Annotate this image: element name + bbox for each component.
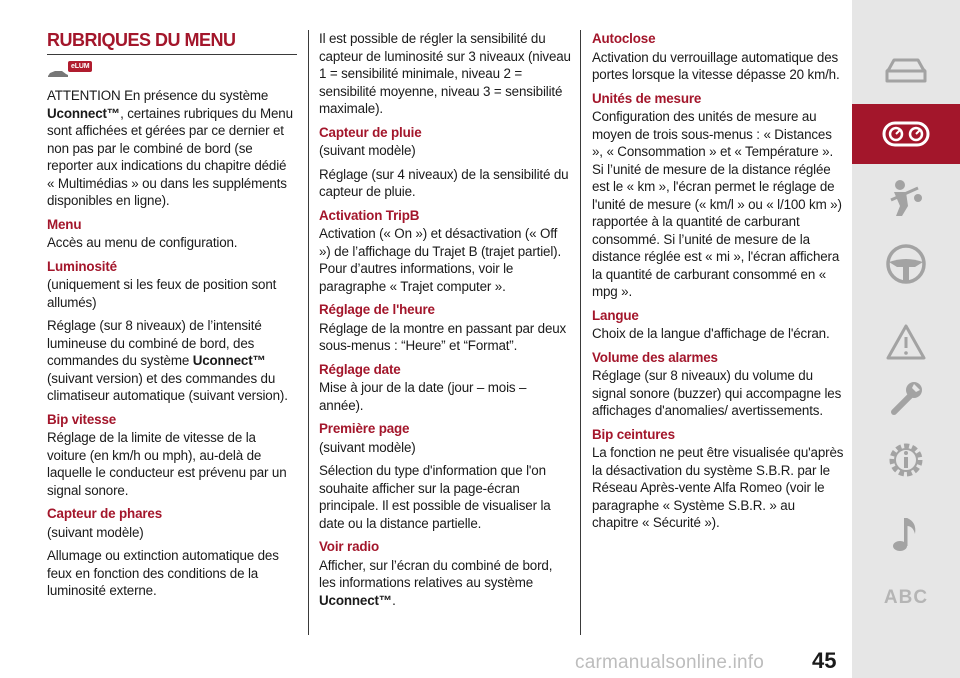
- capteur-phares-heading: Capteur de phares: [47, 506, 163, 521]
- menu-text: Accès au menu de configuration.: [47, 235, 238, 250]
- date-text: Mise à jour de la date (jour – mois – année).: [319, 380, 527, 413]
- abc-label: ABC: [883, 587, 929, 608]
- sidebar-item-multimedia[interactable]: [852, 504, 960, 564]
- volume-heading: Volume des alarmes: [592, 349, 718, 365]
- tripb-heading: Activation TripB: [319, 207, 420, 223]
- heure-heading: Réglage de l'heure: [319, 302, 435, 317]
- dashboard-icon: [882, 119, 930, 149]
- wrench-icon: [886, 378, 926, 418]
- bip-ceintures-heading: Bip ceintures: [592, 426, 675, 442]
- premiere-page-note: (suivant modèle): [319, 439, 416, 455]
- capteur-phares-note: (suivant modèle): [47, 524, 144, 540]
- premiere-page-heading: Première page: [319, 421, 410, 436]
- heure-text: Réglage de la montre en passant par deux sous-menus : “Heure” et “Format”.: [319, 320, 567, 353]
- bip-ceintures-text: La fonction ne peut être visualisée qu'après la désactivation du système S.B.R. par le Réseau Après-vente Alfa Romeo (voir le paragraphe « Système S.B.R. » au chapitre « Sécurité »).: [592, 445, 844, 530]
- music-note-icon: [891, 514, 921, 554]
- premiere-page-text: Sélection du type d'information que l'on souhaite afficher sur la page-écran principale. Il est possible de visualiser la date ou la distance partielle.: [319, 463, 551, 531]
- car-silhouette-icon: [47, 69, 69, 78]
- column-3: [592, 30, 844, 538]
- volume-text: Réglage (sur 8 niveaux) du volume du signal sonore (buzzer) qui accompagne les affichages d'anomalies/ avertissements.: [592, 368, 842, 418]
- voir-radio-text: Afficher, sur l’écran du combiné de bord, les informations relatives au système Uconnect™.: [319, 557, 553, 608]
- bip-vitesse-text: Réglage de la limite de vitesse de la voiture (en km/h ou mph), au-delà de laquelle le conducteur est prévenu par un signal sonore.: [47, 430, 287, 498]
- voir-radio-heading: Voir radio: [319, 539, 380, 554]
- gear-info-icon: [885, 439, 927, 481]
- sidebar-item-index[interactable]: [852, 568, 960, 628]
- column-divider: [308, 30, 309, 635]
- sidebar-item-maintenance[interactable]: [852, 368, 960, 428]
- column-2: [319, 30, 571, 615]
- langue-text: Choix de la langue d'affichage de l'écran.: [592, 326, 830, 341]
- sidebar-item-driving[interactable]: [852, 234, 960, 294]
- column-divider: [580, 30, 581, 635]
- capteur-pluie-note: (suivant modèle): [319, 143, 416, 158]
- attention-note: ATTENTION En présence du système Uconnect™, certaines rubriques du Menu sont affichées et gérées par ce dernier et non pas par le combiné de bord (se reporter aux indications du chapitre dédié « Multimédias » ou dans les suppléments disponibles en ligne).: [47, 88, 293, 208]
- autoclose-text: Activation du verrouillage automatique des portes lorsque la vitesse dépasse 20 km/h.: [592, 49, 840, 82]
- chapter-sidebar: [852, 0, 960, 678]
- luminosite-text: Réglage (sur 8 niveaux) de l’intensité lumineuse du combiné de bord, des commandes du système Uconnect™ (suivant version) et des commandes du climatiseur automatique (suivant version).: [47, 318, 288, 403]
- sidebar-item-technical-data[interactable]: [852, 430, 960, 490]
- warning-triangle-icon: [885, 323, 927, 361]
- elum-badge: eLUM: [68, 61, 92, 72]
- unites-text: Configuration des unités de mesure au moyen de trois sous-menus : « Distances », « Consommation » et « Température ». Si l’unité de mesure de la distance réglée est le « km », l'écran permet le réglage de l'unité de mesure (« km/l » ou « l/100 km ») rapportée à la quantité de carburant consommé. Si l’unité de mesure de la distance réglée est « mi », l'écran affichera la quantité de carburant consommé en « mpg ».: [592, 109, 842, 299]
- tripb-text: Activation (« On ») et désactivation (« Off ») de l’affichage du Trajet B (trajet partiel). Pour d’autres informations, voir le paragraphe « Trajet computer ».: [319, 226, 562, 294]
- column-1: [47, 30, 297, 606]
- version-badge: [47, 61, 297, 83]
- bip-vitesse-heading: Bip vitesse: [47, 411, 117, 427]
- autoclose-heading: Autoclose: [592, 31, 656, 46]
- luminosite-note: (uniquement si les feux de position sont allumés): [47, 277, 277, 310]
- watermark: carmanualsonline.info: [575, 652, 765, 673]
- sidebar-item-safety[interactable]: [852, 168, 960, 228]
- sidebar-item-emergency[interactable]: [852, 312, 960, 372]
- capteur-phares-text: Allumage ou extinction automatique des feux en fonction des conditions de la luminosité externe.: [47, 548, 279, 598]
- seatbelt-icon: [886, 178, 926, 218]
- section-title: RUBRIQUES DU MENU: [47, 30, 297, 55]
- capteur-pluie-heading: Capteur de pluie: [319, 124, 422, 140]
- intro-text: Il est possible de régler la sensibilité du capteur de luminosité sur 3 niveaux (niveau 1 = sensibilité minimale, niveau 2 = sensibilité moyenne, niveau 3 = sensibilité maximale).: [319, 31, 571, 116]
- capteur-pluie-text: Réglage (sur 4 niveaux) de la sensibilité du capteur de pluie.: [319, 166, 569, 199]
- steering-wheel-icon: [885, 243, 927, 285]
- page-number: 45: [812, 648, 837, 673]
- sidebar-item-vehicle[interactable]: [852, 40, 960, 100]
- car-icon: [884, 55, 928, 85]
- unites-heading: Unités de mesure: [592, 90, 702, 106]
- langue-heading: Langue: [592, 307, 639, 323]
- sidebar-item-dashboard[interactable]: [852, 104, 960, 164]
- date-heading: Réglage date: [319, 361, 401, 377]
- luminosite-heading: Luminosité: [47, 258, 117, 274]
- menu-heading: Menu: [47, 216, 82, 232]
